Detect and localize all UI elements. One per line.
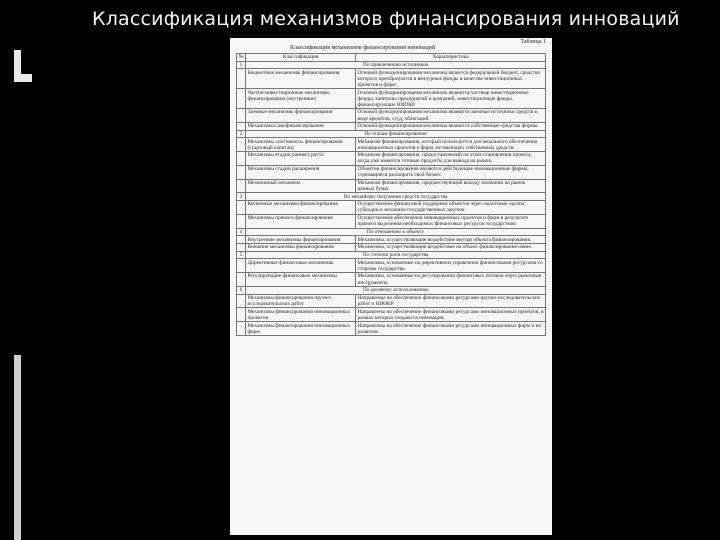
- column-header: Классификация: [246, 54, 356, 62]
- column-header: №: [238, 54, 244, 61]
- mechanism-description: Направлены на обеспечение финансовыми ресурсами инновационных фирм и их развития.: [356, 322, 546, 336]
- table-row: [237, 138, 546, 152]
- table-caption: Классификация механизмов финансирования инноваций: [290, 45, 436, 51]
- row-number-cell: [237, 236, 246, 244]
- row-number-cell: [237, 179, 246, 193]
- mechanism-description: Направлены на обеспечение финансовыми ресурсами научно-исследовательских работ и НИОКР.: [356, 294, 546, 308]
- mechanism-name: Механизмы стадии расширения: [246, 165, 356, 179]
- table-row: [237, 308, 546, 322]
- document-scan: [230, 38, 552, 535]
- mechanism-description: Направлены на обеспечение финансовыми ресурсами инновационных проектов, в рамках которых создаются инновации.: [357, 308, 544, 321]
- table-row: [237, 109, 546, 123]
- table-row: [237, 179, 546, 193]
- row-number-cell: [237, 122, 246, 130]
- mechanism-name: Внешние механизмы финансирования: [246, 244, 356, 252]
- mechanism-description: Механизм финансирования, предоставляемый на этапе становления проекта, когда уже имеются готовые продукты для вывода на рынок.: [356, 152, 546, 166]
- mechanism-name: Механизмы самофинансирования: [246, 122, 356, 130]
- row-number-cell: [237, 244, 246, 252]
- row-number-cell: [237, 273, 246, 287]
- section-row: [237, 193, 546, 201]
- mechanism-description: Основой функционирования механизма являются частные инвестиционные фонды, капиталы предприятий и компаний, инвестиционные фонды, финансирующие НИОКР.: [356, 89, 546, 109]
- section-row: [237, 251, 546, 259]
- section-row: [237, 286, 546, 294]
- row-number-cell: [237, 138, 246, 152]
- mechanism-description: Механизмы, осуществляющие воздействие внутри объекта финансирования.: [356, 236, 546, 244]
- row-number-cell: [237, 308, 246, 322]
- table-row: [237, 165, 546, 179]
- section-row: [237, 228, 546, 236]
- section-title: По привлечению источников: [246, 61, 546, 69]
- row-number-cell: [237, 214, 246, 228]
- section-number: 1: [237, 61, 246, 69]
- table-row: [237, 236, 546, 244]
- mechanism-description: Механизмы, основанные на регулировании финансовых потоков через рыночные инструменты.: [356, 273, 546, 287]
- section-title: По этапам финансирования: [246, 130, 546, 138]
- table-row: [237, 244, 546, 252]
- mechanism-name: Заемные механизмы финансирования: [246, 109, 356, 123]
- section-number: 4: [237, 228, 246, 236]
- row-number-cell: [237, 259, 246, 273]
- section-row: [237, 130, 546, 138]
- mechanism-description: Объектом финансирования являются действующие инновационные фирмы, стремящиеся расширить свой бизнес.: [356, 165, 546, 179]
- column-header: Характеристика: [356, 54, 546, 62]
- table-row: [237, 273, 546, 287]
- row-number-cell: [237, 69, 246, 89]
- decor-bar: [14, 74, 32, 82]
- row-number-cell: [237, 322, 246, 336]
- table-row: [237, 294, 546, 308]
- decor-bar: [14, 50, 21, 74]
- mechanism-name: Частно-инвестиционные механизмы финансирования (внутренние): [246, 89, 356, 109]
- mechanism-description: Основой функционирования механизма является федеральный бюджет, средства которого преобразуются в венчурные фонды в качестве инвестиционных проектов и фирм.: [356, 69, 546, 89]
- mechanism-description: Механизмы, осуществляющие воздействие на объект финансирования извне.: [356, 244, 546, 252]
- table-row: [237, 89, 546, 109]
- section-title: По целевому использованию: [246, 286, 546, 294]
- mechanism-name: Косвенные механизмы финансирования: [246, 201, 356, 215]
- mechanism-name: Механизмы прямого финансирования: [246, 214, 356, 228]
- table-row: [237, 214, 546, 228]
- row-number-cell: [237, 109, 246, 123]
- table-row: [237, 152, 546, 166]
- mechanism-name: Механизмы «посевного» финансирования (стартовый капитал): [246, 138, 356, 152]
- row-number-cell: [237, 294, 246, 308]
- slide-title: Классификация механизмов финансирования инноваций: [92, 8, 680, 30]
- decor-bar: [14, 355, 21, 540]
- table-row: [237, 201, 546, 215]
- table-header-row: [237, 54, 546, 62]
- mechanism-description: Осуществление финансовой поддержки объектов через налоговые льготы, субсидии и механизм государственных закупок.: [356, 201, 546, 215]
- mechanism-name: Механизмы финансирования инновационных фирм: [246, 322, 356, 336]
- section-title: По механизму получения средств государства: [246, 193, 546, 201]
- mechanism-description: Осуществление обеспечения инновационных проектов и фирм в результате прямого выделения необходимых финансовых ресурсов государством.: [356, 214, 546, 228]
- mechanism-name: Мезонинный механизм: [246, 179, 356, 193]
- section-number: 6: [237, 286, 246, 294]
- section-number: 3: [237, 193, 246, 201]
- mechanism-name: Внутренние механизмы финансирования: [246, 236, 356, 244]
- mechanism-name: Бюджетные механизмы финансирования: [246, 69, 356, 89]
- table-row: [237, 322, 546, 336]
- mechanism-name: Механизмы финансирования научно-исследовательских работ: [246, 294, 356, 308]
- row-number-cell: [237, 201, 246, 215]
- row-number-cell: [237, 89, 246, 109]
- section-title: По отношению к объекту: [246, 228, 546, 236]
- mechanism-description: Основой функционирования механизма являются собственные средства фирмы.: [356, 122, 546, 130]
- table-row: [237, 259, 546, 273]
- table-row: [237, 122, 546, 130]
- mechanism-description: Механизм финансирования, который используется для начального обеспечения инновационных проектов и фирм, не имеющих собственных средств.: [356, 138, 546, 152]
- table-number: Таблица 1: [520, 39, 546, 45]
- document-header: [230, 38, 552, 52]
- mechanism-description: Механизмы, основанные на директивном управлении финансовыми ресурсами со стороны государства.: [356, 259, 546, 273]
- mechanism-name: Механизмы стадии раннего роста: [246, 152, 356, 166]
- mechanism-name: Регулирующие финансовые механизмы: [246, 273, 356, 287]
- row-number-cell: [237, 152, 246, 166]
- section-row: [237, 61, 546, 69]
- section-title: По степени роли государства: [246, 251, 546, 259]
- row-number-cell: [237, 165, 246, 179]
- mechanism-name: Механизмы финансирования инновационных проектов: [246, 308, 356, 322]
- table-row: [237, 69, 546, 89]
- mechanism-description: Основой функционирования механизма являются заемные источники средств в виде кредитов, ссуд, облигаций.: [356, 109, 546, 123]
- mechanism-name: Директивные финансовые механизмы: [246, 259, 356, 273]
- classification-table: [236, 53, 546, 336]
- section-number: 2: [237, 130, 246, 138]
- mechanism-description: Механизм финансирования, предшествующий выходу компании на рынок ценных бумаг.: [356, 179, 546, 193]
- section-number: 5: [237, 251, 246, 259]
